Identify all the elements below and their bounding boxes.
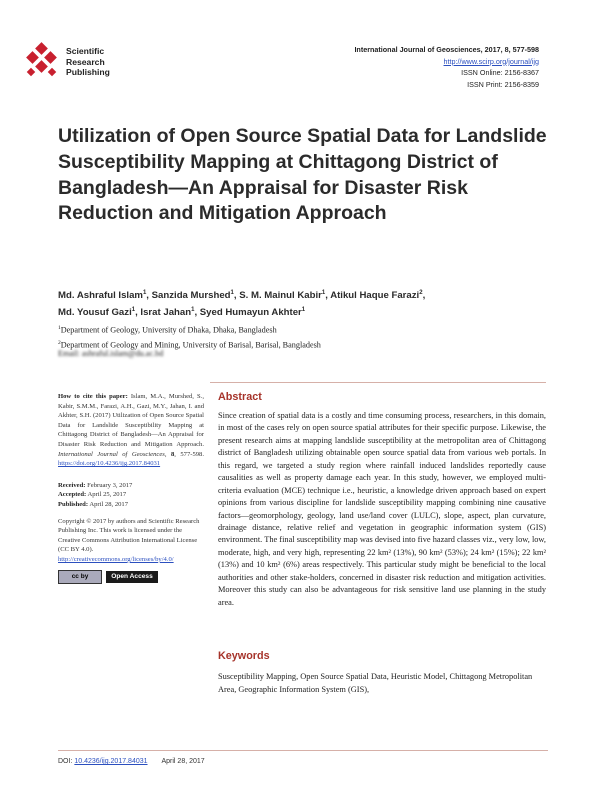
keywords-body: Susceptibility Mapping, Open Source Spatial Data, Heuristic Model, Chittagong Metropolitan Area, Geographic Information System (GIS), (218, 672, 533, 694)
cite-label: How to cite this paper: (58, 393, 128, 400)
copyright-text: Copyright © 2017 by authors and Scientific Research Publishing Inc. This work is licensed under the Creative Commons Attribution International License (CC BY 4.0). (58, 517, 200, 554)
left-sidebar (58, 392, 204, 584)
author-affiliation-mark: 1 (191, 307, 195, 314)
publisher-line-3: Publishing (66, 67, 110, 77)
author-affiliation-mark: 1 (301, 307, 306, 314)
published-date: Published: April 28, 2017 (58, 500, 129, 508)
abstract-heading: Abstract (218, 391, 262, 403)
received-date: Received: February 3, 2017 (58, 481, 133, 489)
cite-text: Islam, M.A., Murshed, S., Kabir, S.M.M., Farazi, A.H., Gazi, M.Y., Jahan, I. and Akhter, S.H. (2017) Utilization of Open Source Spatial Data for Landslide Susceptibility Mapping at Chittagong District of Bangladesh—An Appraisal for Disaster Risk Reduction and Mitigation Approach. (58, 393, 204, 448)
author-name: S. M. Mainul Kabir (239, 290, 322, 302)
footer-divider (58, 750, 548, 751)
journal-citation: International Journal of Geosciences, 2017, 8, 577-598 (354, 45, 539, 54)
author-name: Israt Jahan (140, 307, 192, 319)
author-name: Sanzida Murshed (151, 290, 231, 302)
footer-date: April 28, 2017 (161, 758, 205, 765)
author-affiliation-mark: 1 (142, 290, 147, 296)
author-affiliation-mark: 1 (131, 307, 136, 314)
issn-print: ISSN Print: 2156-8359 (467, 79, 539, 89)
journal-info (354, 44, 539, 90)
open-access-badge[interactable]: Open Access (106, 571, 158, 583)
cc-by-badge-icon[interactable]: cc by (58, 570, 102, 584)
footer-doi-link[interactable]: 10.4236/ijg.2017.84031 (74, 758, 148, 765)
abstract-divider (210, 382, 546, 383)
footer-doi-label: DOI: (58, 758, 73, 765)
issn-online: ISSN Online: 2156-8367 (461, 68, 539, 78)
abstract-body: Since creation of spatial data is a costly and time consuming process, researchers, in this domain, in most of the cases rely on open source spatial attributes for their specific purpose. Likewise, the present research aims at mapping landslide susceptibility at the metropolitan area of Chittagong district of Bangladesh utilizing obtainable open source spatial data from various web portals. In this regard, we targeted a study region where rainfall induced landslides reportedly cause causalities as well as property damage each year. In this study, however, we employed multi-criteria evaluation (MCE) technique i.e., heuristic, a knowledge driven approach based on expert opinions from various discipline for landslide susceptibility mapping combining nine causative factors—geomorphology, geology, land use/land cover (LULC), slope, aspect, plan curvature, drainage distance, relative relief and vegetation in geographic information system (GIS) environment. The final susceptibility map was devised into five hazard classes viz., very low, low, moderate, high, and very high, representing 22 km² (13%), 90 km² (53%); 24 km² (15%); 22 km² (13%) and 10 km² (6%) areas respectively. This particular study might be beneficial to the local authorities and other stake-holders, concerned in disaster risk reduction and mitigation activities. Moreover this study can also be advantageous for risk sensitive land use planning in the study area. (218, 411, 546, 607)
author-name: Atikul Haque Farazi (330, 290, 420, 302)
license-badges (58, 570, 204, 584)
journal-url-link[interactable]: http://www.scirp.org/journal/ijg (443, 56, 539, 66)
cite-journal: International Journal of Geosciences (58, 450, 165, 458)
publisher-line-1: Scientific (66, 46, 105, 56)
affiliation-2: $^2$Department of Geology and Mining, University of Barisal, Barisal, Bangladesh (58, 340, 321, 350)
cite-volume: 8 (170, 450, 175, 458)
email-line (58, 349, 163, 358)
keywords-heading: Keywords (218, 650, 270, 662)
author-affiliation-mark: 1 (321, 290, 326, 296)
author-affiliation-mark: 1 (230, 290, 234, 296)
license-link[interactable]: http://creativecommons.org/licenses/by/4.0/ (58, 555, 174, 563)
author-affiliation-mark: 2 (419, 290, 423, 296)
publisher-line-2: Research (66, 56, 105, 67)
author-name: Md. Yousuf Gazi (58, 307, 132, 319)
accepted-date: Accepted: April 25, 2017 (58, 491, 127, 499)
scirp-logo-icon (22, 42, 62, 82)
affiliations (58, 322, 321, 352)
page-footer (58, 758, 205, 765)
cite-block: How to cite this paper: Islam, M.A., Murshed, S., Kabir, S.M.M., Farazi, A.H., Gazi, M.Y., Jahan, I. and Akhter, S.H. (2017) Utilization of Open Source Spatial Data for Landslide Susceptibility Mapping at Chittagong District of Bangladesh—An Appraisal for Disaster Risk Reduction and Mitigation Approach. International Journal of Geosciences, 8, 577-598. https://doi.org/10.4236/ijg.2017.84031 (58, 393, 204, 468)
email-text: Email: ashraful.islam@du.ac.bd (58, 349, 164, 358)
author-list: Md. Ashraful Islam$^1$, Sanzida Murshed$^1$, S. M. Mainul Kabir$^1$, Atikul Haque Farazi$^2$, Md. Yousuf Gazi$^1$, Israt Jahan$^1$, Syed Humayun Akhter$^1$ (58, 290, 426, 319)
author-name: Syed Humayun Akhter (199, 307, 302, 319)
cite-pages: , 577-598. (174, 450, 204, 458)
author-name: Md. Ashraful Islam (58, 290, 143, 302)
cite-doi-link[interactable]: https://doi.org/10.4236/ijg.2017.84031 (58, 460, 161, 468)
paper-title: Utilization of Open Source Spatial Data for Landslide Susceptibility Mapping at Chittagong District of Bangladesh—An Appraisal for Disaster Risk Reduction and Mitigation Approach (58, 125, 547, 225)
publisher-logo (22, 42, 152, 82)
affiliation-1: $^1$Department of Geology, University of Dhaka, Dhaka, Bangladesh (58, 325, 277, 335)
publisher-name (66, 46, 110, 78)
